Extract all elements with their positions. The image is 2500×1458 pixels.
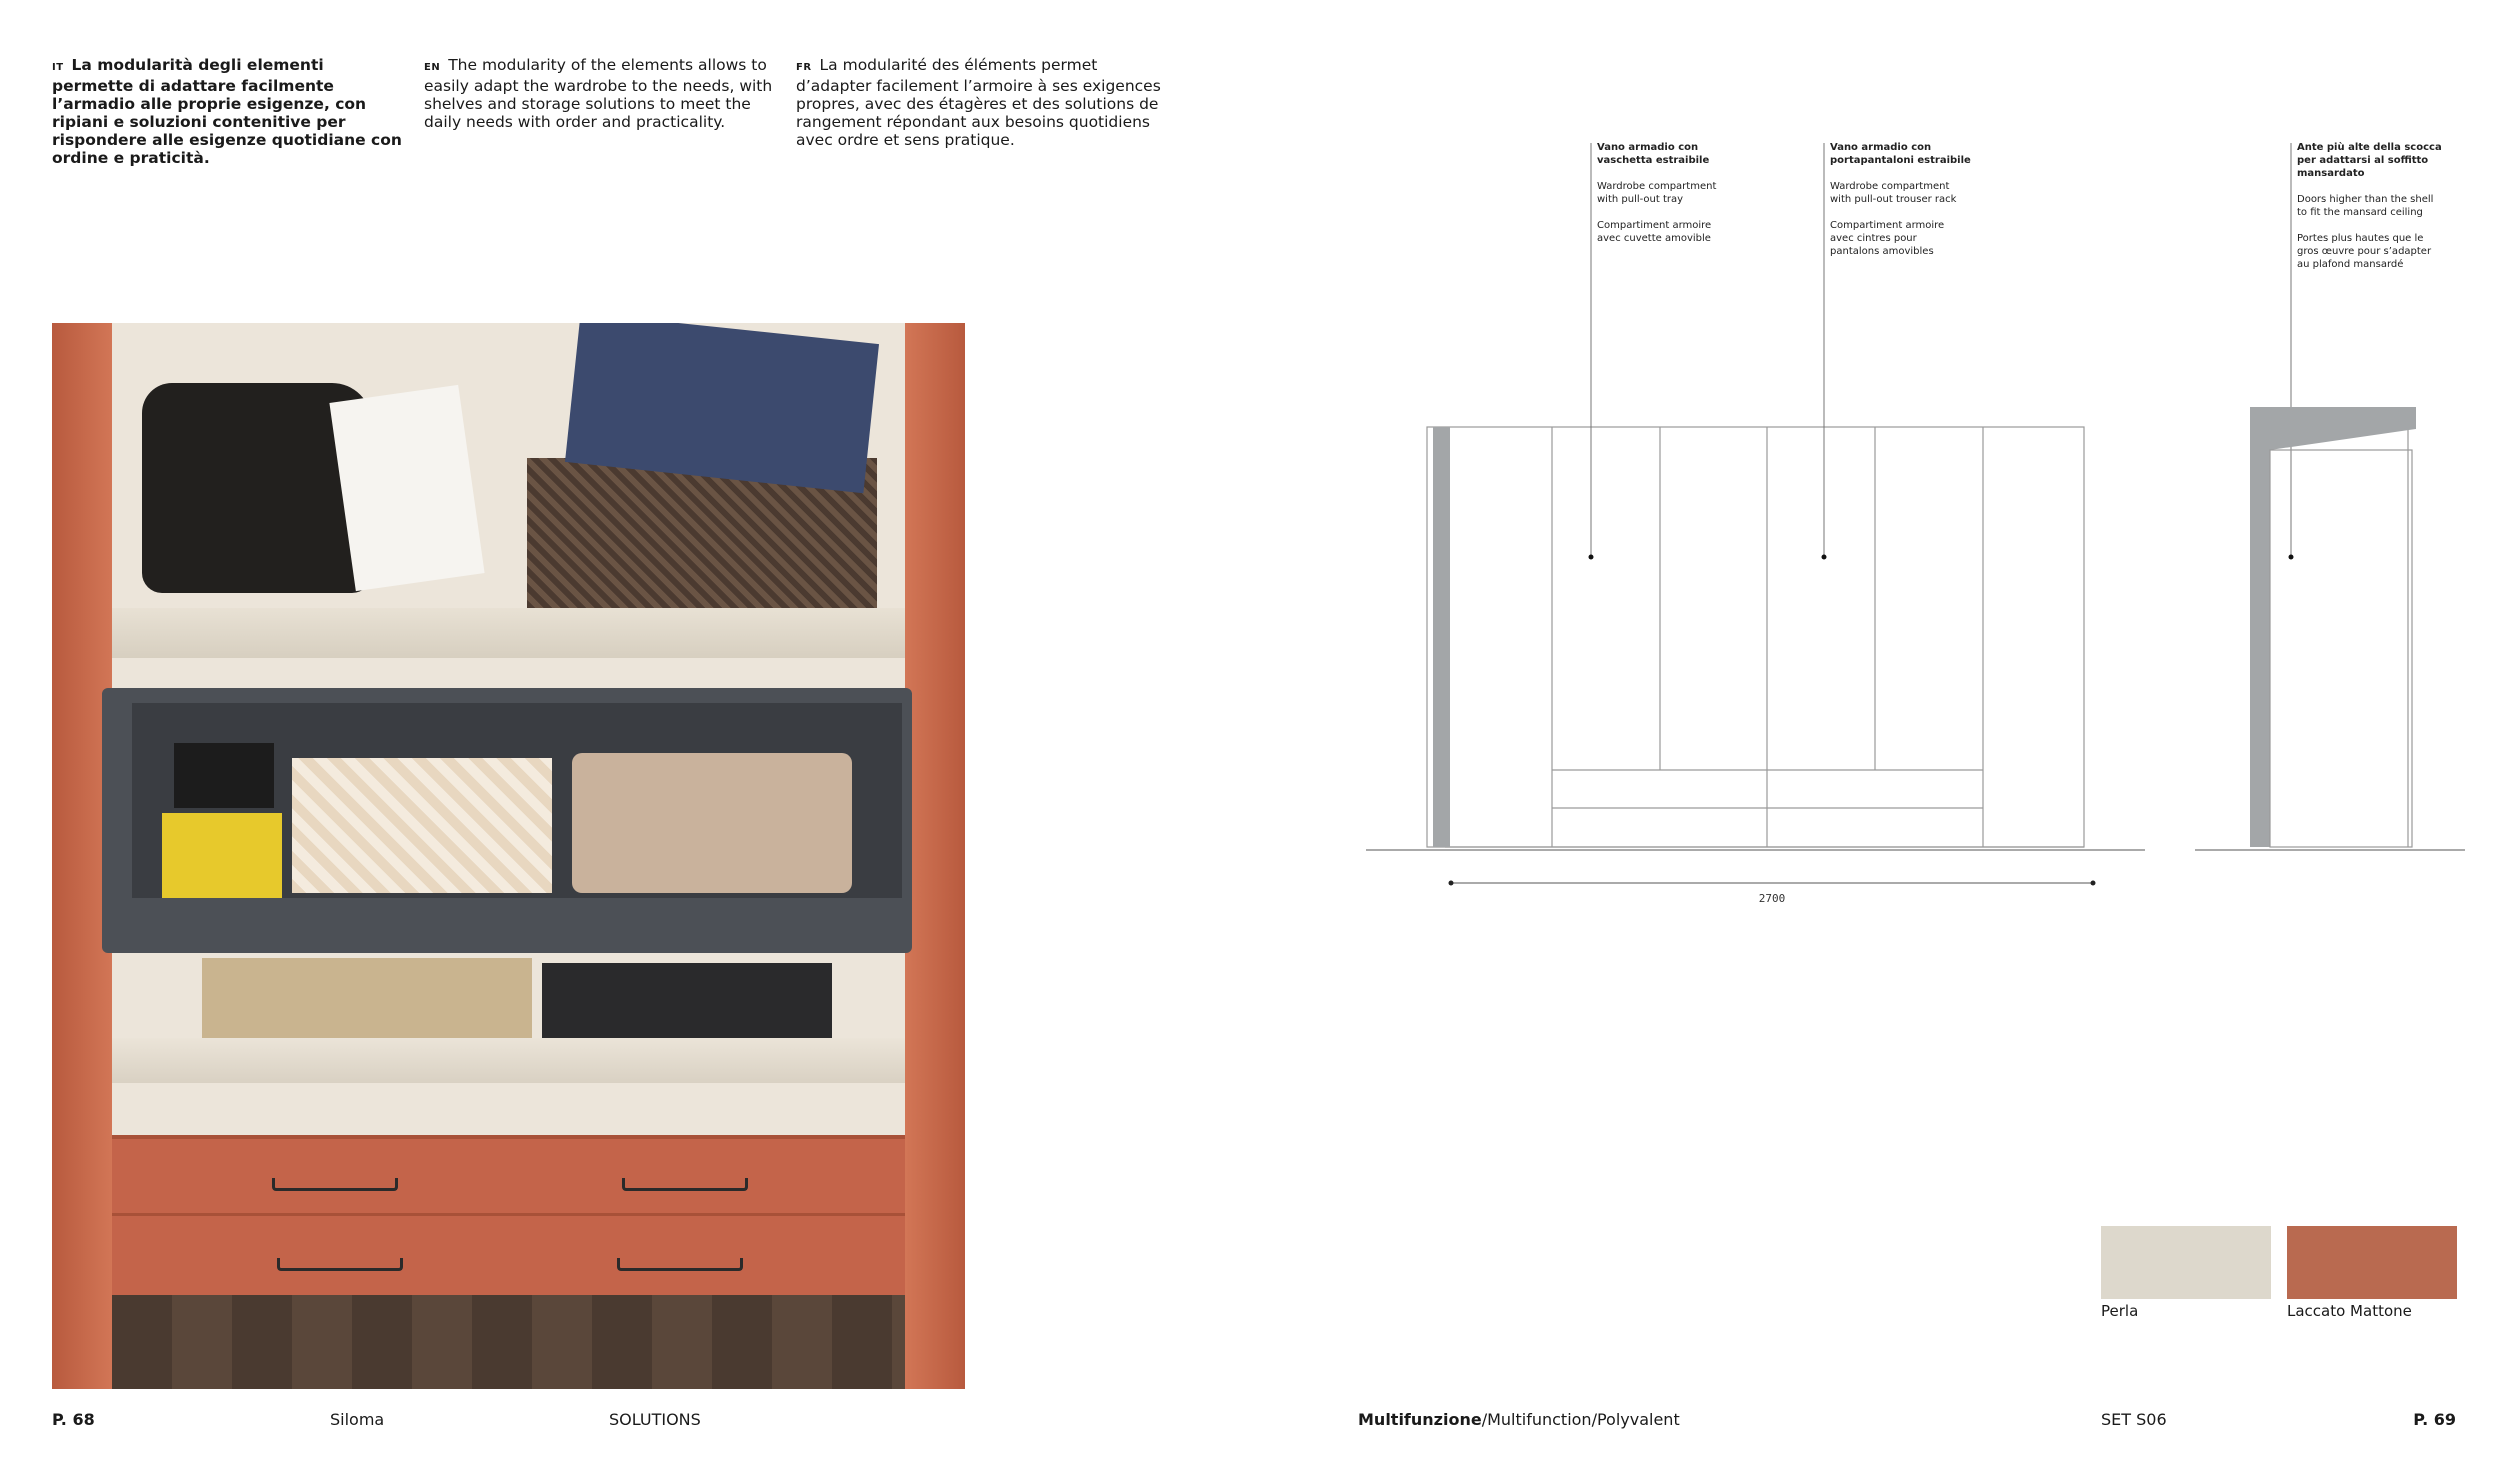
annotation-title: portapantaloni estraibile [1830,155,1971,166]
annotation-title: per adattarsi al soffitto [2297,155,2429,166]
annotation-english: Wardrobe compartment [1830,181,1950,192]
swatch-perla [2101,1226,2271,1299]
side-section [2195,407,2465,850]
annotation-pull-out-tray [1597,142,1716,244]
leader-dot [2289,555,2294,560]
annotation-english: Doors higher than the shell [2297,194,2434,205]
chapter-title-bold: Multifunzione [1358,1410,1482,1429]
annotation-french: avec cuvette amovible [1597,233,1711,244]
swatch-label: Laccato Mattone [2287,1302,2412,1320]
intro-text-en: The modularity of the elements allows to easily adapt the wardrobe to the needs, with shelves and storage solutions to meet the daily needs with order and practicality. [424,56,773,131]
annotation-title: mansardato [2297,168,2365,179]
lang-code-en: EN [424,62,441,73]
leader-lines [1591,143,2291,557]
annotation-french: Compartiment armoire [1830,220,1945,231]
swatch-label: Perla [2101,1302,2139,1320]
annotation-french: avec cintres pour [1830,233,1917,244]
intro-text-it: La modularità degli elementi permette di adattare facilmente l’armadio alle proprie esigenze, con ripiani e soluzioni contenitive per rispondere alle esigenze quotidiane con ordine e praticità. [52,56,402,167]
annotation-higher-doors [2297,141,2442,270]
annotation-french: Portes plus hautes que le [2297,233,2424,244]
front-elevation [1427,427,2084,847]
annotation-french: au plafond mansardé [2297,259,2404,270]
annotation-trouser-rack [1830,142,1971,257]
annotation-english: with pull-out tray [1597,194,1684,205]
section-label: SOLUTIONS [609,1410,701,1429]
annotation-french: Compartiment armoire [1597,220,1712,231]
swatch-laccato-mattone [2287,1226,2457,1299]
annotation-title: Ante più alte della scocca [2297,142,2442,153]
annotation-title: Vano armadio con [1830,142,1932,153]
side-panel [1433,427,1450,847]
annotation-french: gros œuvre pour s’adapter [2297,246,2432,257]
wardrobe-outline [1427,427,2084,847]
leader-dot [1822,555,1827,560]
brand-name: Siloma [330,1410,385,1429]
intro-text-fr: La modularité des éléments permet d’adapter facilement l’armoire à ses exigences propres, avec des étagères et des solutions de rangement répondant aux besoins quotidiens avec ordre et sens pratique. [796,56,1161,149]
annotation-title: vaschetta estraibile [1597,155,1710,166]
annotation-english: Wardrobe compartment [1597,181,1717,192]
leader-dot [1589,555,1594,560]
chapter-title [1358,1410,1680,1429]
dimension-line [1449,881,2096,886]
annotation-english: to fit the mansard ceiling [2297,207,2423,218]
annotation-english: with pull-out trouser rack [1830,194,1957,205]
lang-code-it: IT [52,62,64,73]
annotation-title: Vano armadio con [1597,142,1699,153]
annotation-french: pantalons amovibles [1830,246,1934,257]
set-code: SET S06 [2101,1410,2167,1429]
dimension-value: 2700 [1758,892,1786,905]
lang-code-fr: FR [796,62,812,73]
page-number-right: P. 69 [2413,1410,2456,1429]
chapter-title-rest: /Multifunction/Polyvalent [1481,1410,1680,1429]
page-number-left: P. 68 [52,1410,95,1429]
